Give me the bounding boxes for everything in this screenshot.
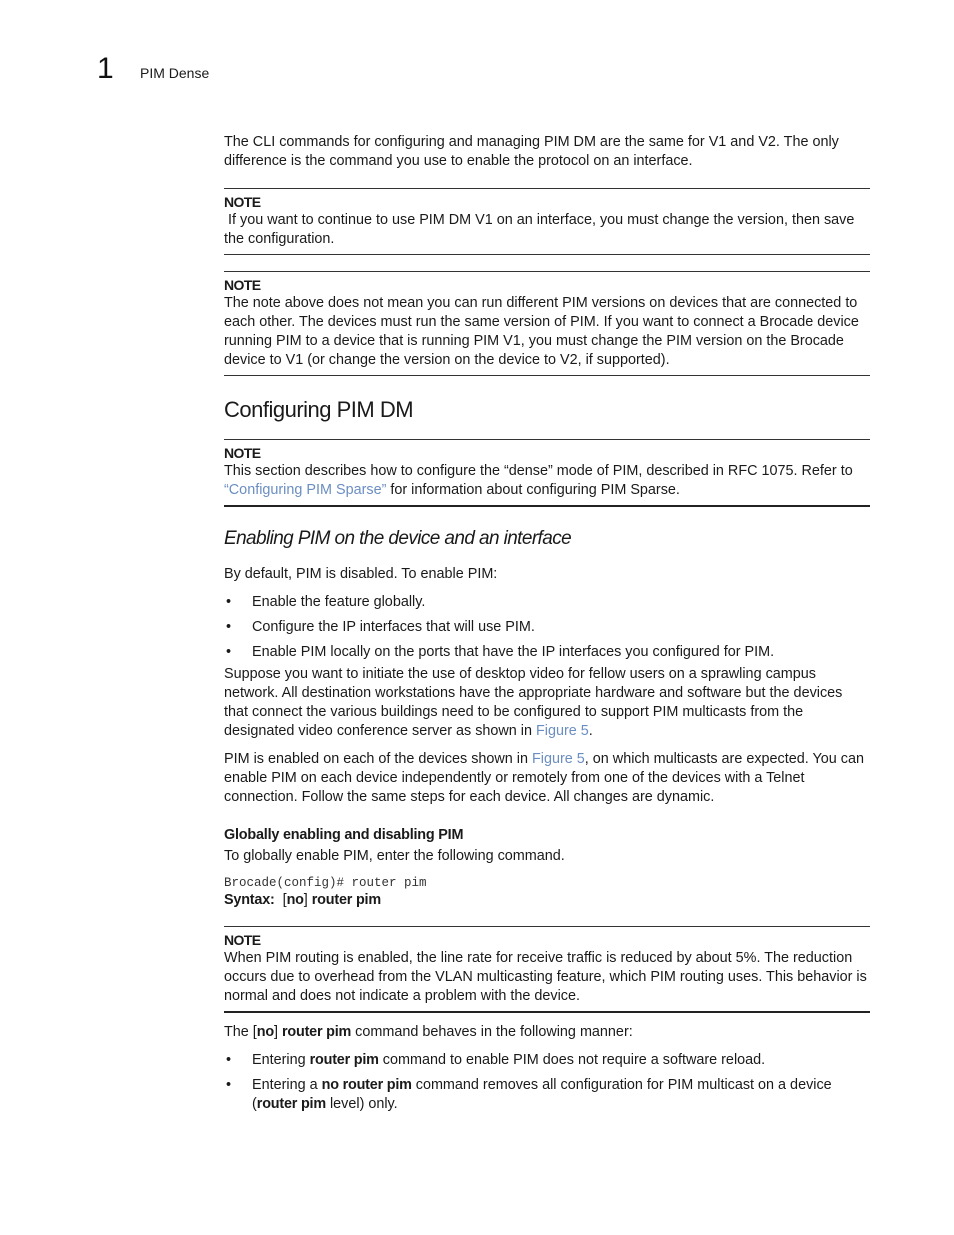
text: Entering a <box>252 1077 322 1093</box>
note-label: NOTE <box>224 445 261 461</box>
chapter-number: 1 <box>97 52 114 85</box>
behavior-list <box>224 1051 870 1114</box>
bullet-glyph: • <box>226 619 232 635</box>
text: command to enable PIM does not require a software reload. <box>378 1052 766 1068</box>
section-title: Configuring PIM DM <box>224 397 414 422</box>
list-item <box>224 1076 870 1114</box>
text: ] <box>273 1024 282 1040</box>
list-item-text: Enable PIM locally on the ports that have the IP interfaces you configured for PIM. <box>252 644 775 660</box>
paragraph-text: Suppose you want to initiate the use of desktop video for fellow users on a sprawling campus network. All destination workstations have the appropriate hardware and software but the devices that connect the various buildings need to be configured to support PIM multicasts from the designated video conference server as shown in <box>224 666 843 739</box>
note-label: NOTE <box>224 932 261 948</box>
bullet-glyph: • <box>226 1077 232 1093</box>
subsection-lead: By default, PIM is disabled. To enable PIM: <box>224 566 498 582</box>
command-router-pim: router pim <box>281 1024 352 1040</box>
note-text <box>224 462 870 500</box>
paragraph-text: PIM is enabled on each of the devices shown in <box>224 751 532 767</box>
note-box-4 <box>224 926 870 1013</box>
syntax-command: router pim <box>311 892 381 908</box>
text: The [ <box>224 1024 257 1040</box>
syntax-line <box>224 891 870 910</box>
list-item <box>224 618 870 637</box>
code-example: Brocade(config)# router pim <box>224 876 427 890</box>
intro-paragraph: The CLI commands for configuring and managing PIM DM are the same for V1 and V2. The only difference is the command you use to enable the protocol on an interface. <box>224 134 839 169</box>
devices-paragraph <box>224 750 870 807</box>
bullet-glyph: • <box>226 1052 232 1068</box>
running-title: PIM Dense <box>140 65 210 81</box>
text: command behaves in the following manner: <box>351 1024 633 1040</box>
list-item <box>224 643 870 662</box>
list-item <box>224 593 870 612</box>
syntax-no: no <box>286 892 304 908</box>
note-text: When PIM routing is enabled, the line rate for receive traffic is reduced by about 5%. The reduction occurs due to overhead from the VLAN multicasting feature, which PIM routing uses. This behavior is normal and does not indicate a problem with the device. <box>224 950 867 1004</box>
behavior-lead <box>224 1023 870 1042</box>
note-label: NOTE <box>224 277 261 293</box>
list-item-text: Enable the feature globally. <box>252 594 426 610</box>
page-content <box>224 133 870 1120</box>
bullet-glyph: • <box>226 644 232 660</box>
syntax-bracket: [ <box>282 892 287 908</box>
subsection-title: Enabling PIM on the device and an interface <box>224 528 572 549</box>
note-text: If you want to continue to use PIM DM V1 on an interface, you must change the version, then save the configuration. <box>224 212 859 247</box>
list-item-text: Configure the IP interfaces that will use PIM. <box>252 619 535 635</box>
enable-steps-list <box>224 593 870 662</box>
note-box-2 <box>224 271 870 376</box>
text: Entering <box>252 1052 310 1068</box>
note-box-1 <box>224 188 870 255</box>
syntax-label: Syntax: <box>224 892 275 908</box>
command-no: no <box>256 1024 274 1040</box>
configuring-pim-sparse-link[interactable]: “Configuring PIM Sparse” <box>224 482 387 498</box>
text: command removes all configuration for PIM multicast on a device ( <box>252 1077 832 1112</box>
list-item <box>224 1051 870 1070</box>
command-no-router-pim: no router pim <box>321 1077 412 1093</box>
paragraph-text: , on which multicasts are expected. You can enable PIM on each device independently or remotely from one of the devices with a Telnet connection. Follow the same steps for each device. All changes are dynamic. <box>224 751 864 805</box>
command-router-pim: router pim <box>309 1052 379 1068</box>
note-box-3 <box>224 439 870 507</box>
figure-5-link[interactable]: Figure 5 <box>532 751 585 767</box>
note-text-after: for information about configuring PIM Sparse. <box>386 482 680 498</box>
figure-5-link[interactable]: Figure 5 <box>536 723 589 739</box>
paragraph-text: . <box>588 723 593 739</box>
syntax-bracket: ] <box>303 892 308 908</box>
global-heading: Globally enabling and disabling PIM <box>224 827 464 843</box>
global-lead: To globally enable PIM, enter the following command. <box>224 848 565 864</box>
note-text: The note above does not mean you can run different PIM versions on devices that are connected to each other. The devices must run the same version of PIM. If you want to connect a Brocade device running PIM to a device that is running PIM V1, you must change the PIM version on the Brocade device to V1 (or change the version on the device to V2, if supported). <box>224 295 859 368</box>
command-router-pim: router pim <box>256 1096 326 1112</box>
note-text-before: This section describes how to configure the “dense” mode of PIM, described in RFC 1075. Refer to <box>224 463 853 479</box>
campus-paragraph <box>224 665 870 741</box>
note-label: NOTE <box>224 194 261 210</box>
bullet-glyph: • <box>226 594 232 610</box>
text: level) only. <box>325 1096 398 1112</box>
